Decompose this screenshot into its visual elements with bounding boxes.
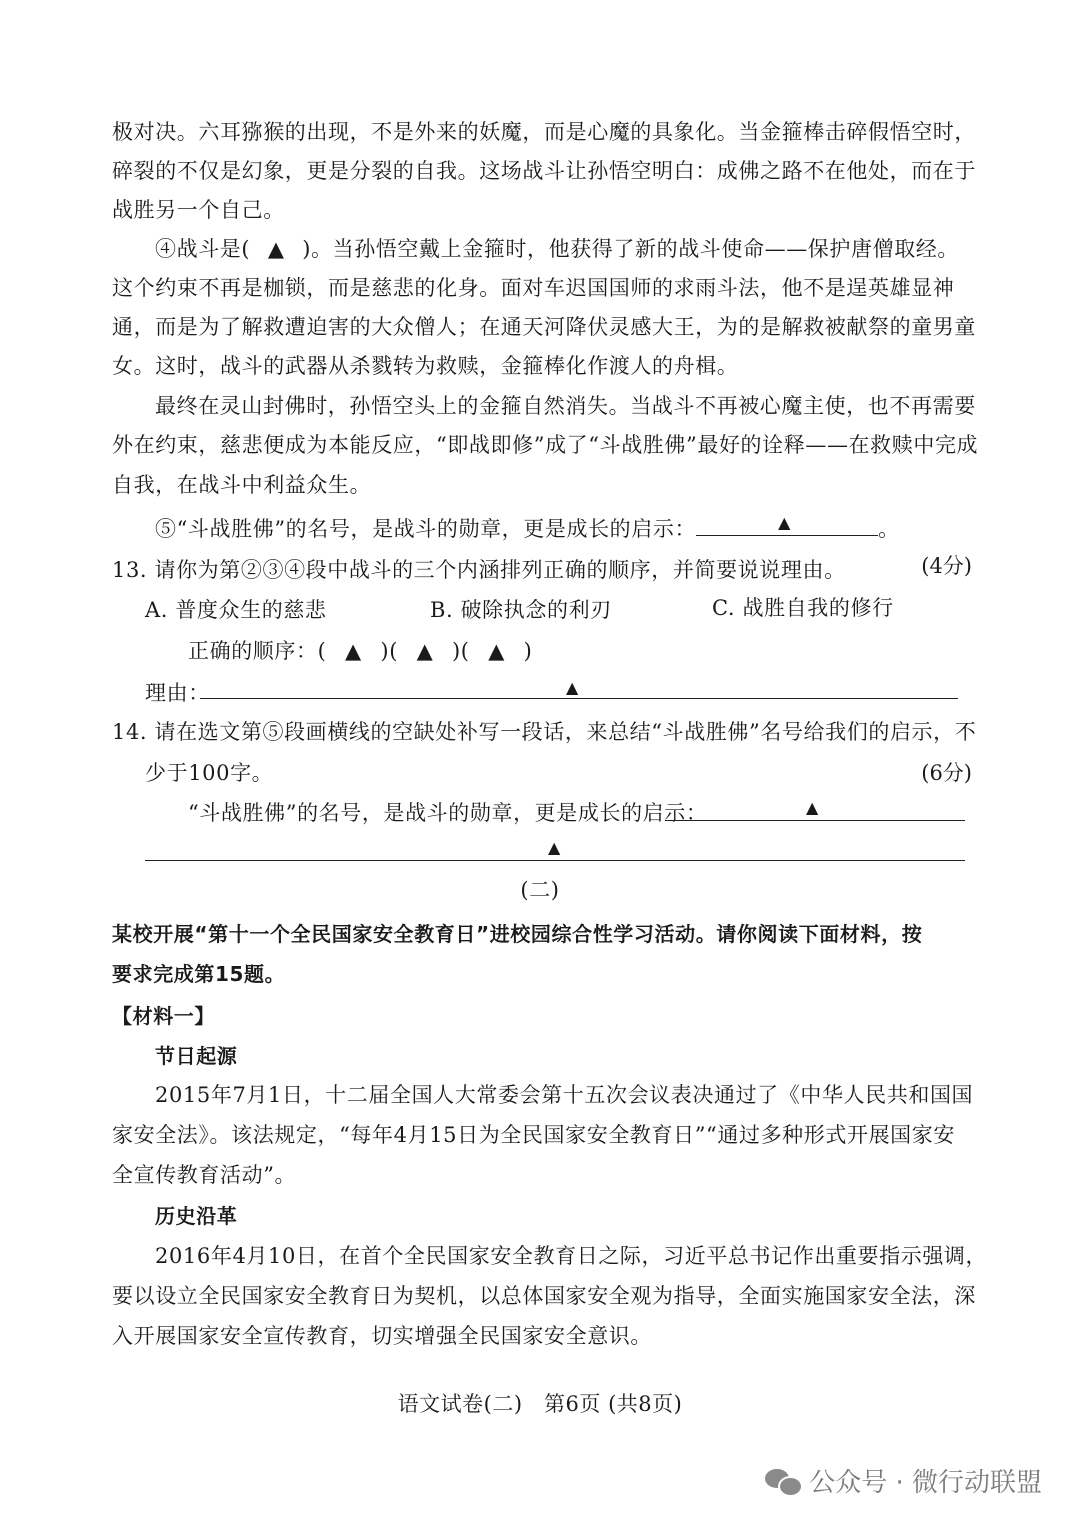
material-heading: 【材料一】 bbox=[112, 1004, 215, 1028]
subheading-origin: 节日起源 bbox=[155, 1044, 238, 1068]
origin-line: 全宣传教育活动”。 bbox=[112, 1163, 297, 1187]
origin-line: 家安全法》。该法规定，“每年4月15日为全民国家安全教育日”“通过多种形式开展国家安 bbox=[112, 1123, 955, 1147]
q13-score: (4分) bbox=[921, 554, 972, 578]
section-intro: 某校开展“第十一个全民国家安全教育日”进校园综合性学习活动。请你阅读下面材料，按 bbox=[112, 922, 923, 946]
q13-option-b: B. 破除执念的利刃 bbox=[430, 598, 612, 622]
blank-mark: ▲ bbox=[548, 838, 561, 857]
q14-answer-line-2[interactable] bbox=[145, 860, 965, 861]
blank-mark: ▲ bbox=[566, 678, 579, 697]
q13-order-answer[interactable]: 正确的顺序：( ▲ )( ▲ )( ▲ ) bbox=[188, 639, 533, 663]
q13-option-a: A. 普度众生的慈悲 bbox=[145, 598, 327, 622]
history-line: 2016年4月10日，在首个全民国家安全教育日之际，习近平总书记作出重要指示强调， bbox=[155, 1244, 988, 1268]
section-intro: 要求完成第15题。 bbox=[112, 962, 286, 986]
section-heading: (二) bbox=[520, 878, 560, 902]
passage-line: 最终在灵山封佛时，孙悟空头上的金箍自然消失。当战斗不再被心魔主使，也不再需要 bbox=[155, 394, 976, 418]
page-footer: 语文试卷(二) 第6页 (共8页) bbox=[397, 1392, 683, 1416]
passage-line: 这个约束不再是枷锁，而是慈悲的化身。面对车迟国国师的求雨斗法，他不是逞英雄显神 bbox=[112, 276, 955, 300]
origin-line: 2015年7月1日，十二届全国人大常委会第十五次会议表决通过了《中华人民共和国国 bbox=[155, 1083, 974, 1107]
q13-reason-answer-line[interactable] bbox=[200, 698, 958, 699]
passage-p5-line: ⑤“斗战胜佛”的名号，是战斗的勋章，更是成长的启示： ▲ 。 bbox=[155, 513, 900, 541]
blank-mark: ▲ bbox=[778, 513, 791, 532]
q14-score: (6分) bbox=[921, 761, 972, 785]
passage-line: 通，而是为了解救遭迫害的大众僧人；在通天河降伏灵感大王，为的是解救被献祭的童男童 bbox=[112, 315, 976, 339]
wechat-icon bbox=[765, 1467, 801, 1495]
q14-answer-line-1[interactable] bbox=[665, 820, 965, 821]
q14-lead: “斗战胜佛”的名号，是战斗的勋章，更是成长的启示： bbox=[188, 801, 708, 825]
question-13: 13. 请你为第②③④段中战斗的三个内涵排列正确的顺序，并简要说说理由。 bbox=[112, 558, 846, 582]
passage-line: 极对决。六耳猕猴的出现，不是外来的妖魔，而是心魔的具象化。当金箍棒击碎假悟空时， bbox=[112, 120, 976, 144]
passage-line: 外在约束，慈悲便成为本能反应，“即战即修”成了“斗战胜佛”最好的诠释——在救赎中完成 bbox=[112, 433, 979, 457]
q13-option-c: C. 战胜自我的修行 bbox=[712, 596, 894, 620]
passage-line: 战胜另一个自己。 bbox=[112, 198, 285, 222]
passage-line: 自我，在战斗中利益众生。 bbox=[112, 473, 372, 497]
passage-p4-first-line: ④战斗是( ▲ )。当孙悟空戴上金箍时，他获得了新的战斗使命——保护唐僧取经。 bbox=[155, 237, 959, 261]
watermark-text: 公众号 · 微行动联盟 bbox=[809, 1468, 1042, 1498]
history-line: 入开展国家安全宣传教育，切实增强全民国家安全意识。 bbox=[112, 1324, 652, 1348]
watermark bbox=[765, 1462, 1042, 1499]
q13-reason-label: 理由： bbox=[145, 681, 210, 705]
blank-mark: ▲ bbox=[806, 798, 819, 817]
history-line: 要以设立全民国家安全教育日为契机，以总体国家安全观为指导，全面实施国家安全法，深 bbox=[112, 1284, 976, 1308]
passage-line: 碎裂的不仅是幻象，更是分裂的自我。这场战斗让孙悟空明白：成佛之路不在他处，而在于 bbox=[112, 159, 976, 183]
question-14: 14. 请在选文第⑤段画横线的空缺处补写一段话，来总结“斗战胜佛”名号给我们的启示，不 bbox=[112, 720, 977, 744]
question-14-cont: 少于100字。 bbox=[145, 761, 274, 785]
blank-mark: ▲ bbox=[267, 237, 285, 261]
subheading-history: 历史沿革 bbox=[155, 1204, 238, 1228]
passage-line: 女。这时，战斗的武器从杀戮转为救赎，金箍棒化作渡人的舟楫。 bbox=[112, 354, 739, 378]
p5-blank-line bbox=[696, 511, 878, 536]
